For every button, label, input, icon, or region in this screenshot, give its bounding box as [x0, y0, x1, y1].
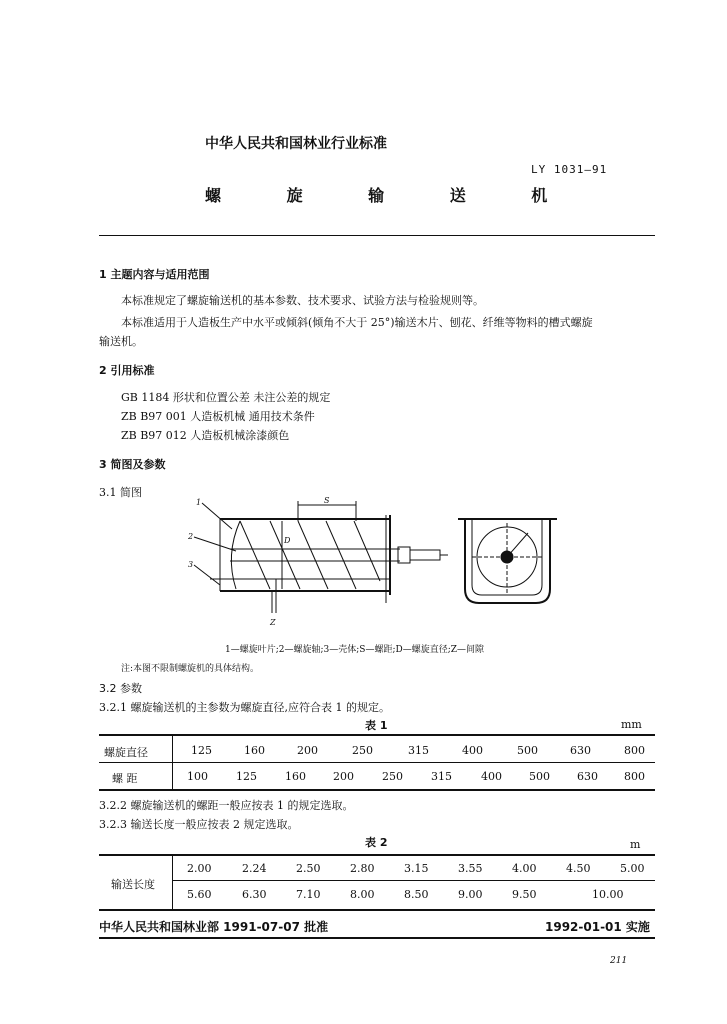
table-cell: 2.80	[350, 862, 375, 875]
table-cell: 5.00	[620, 862, 645, 875]
table-2-vrule	[172, 854, 173, 909]
table-cell: 500	[529, 770, 550, 783]
table-1-unit: mm	[621, 718, 642, 731]
diagram-legend: 1—螺旋叶片;2—螺旋轴;3—壳体;S—螺距;D—螺旋直径;Z—间隙	[225, 645, 484, 655]
table-cell: 4.00	[512, 862, 537, 875]
table-1-title: 表 1	[365, 719, 388, 732]
table-cell: 6.30	[242, 888, 267, 901]
section-3-heading: 3 简图及参数	[99, 458, 166, 471]
section-2-heading: 2 引用标准	[99, 364, 155, 377]
reference-item: ZB B97 001 人造板机械 通用技术条件	[121, 410, 315, 423]
table-cell: 315	[408, 744, 429, 757]
table-1-bottom-rule	[99, 789, 655, 791]
approval-line: 中华人民共和国林业部 1991-07-07 批准	[99, 920, 329, 934]
standard-code: LY 1031—91	[531, 163, 608, 176]
diagram-label-3: 3	[188, 560, 194, 569]
section-3-2-3-text: 3.2.3 输送长度一般应按表 2 规定选取。	[99, 818, 299, 831]
table-cell: 7.10	[296, 888, 321, 901]
reference-item: GB 1184 形状和位置公差 未注公差的规定	[121, 391, 331, 404]
table-cell: 100	[187, 770, 208, 783]
section-3-2-heading: 3.2 参数	[99, 682, 142, 695]
section-3-2-2-text: 3.2.2 螺旋输送机的螺距一般应按表 1 的规定选取。	[99, 799, 354, 812]
table-2-top-rule	[99, 854, 655, 856]
table-2-unit: m	[630, 838, 641, 851]
table-cell: 9.00	[458, 888, 483, 901]
table-2-title: 表 2	[365, 836, 388, 849]
page-number: 211	[610, 956, 628, 966]
section-1-paragraph-2: 本标准适用于人造板生产中水平或倾斜(倾角不大于 25°)输送木片、刨花、纤维等物料的槽式螺旋	[121, 316, 593, 329]
table-cell: 630	[570, 744, 591, 757]
section-1-paragraph-2-cont: 输送机。	[99, 335, 143, 348]
table-cell: 630	[577, 770, 598, 783]
table-cell: 250	[352, 744, 373, 757]
table-cell: 10.00	[592, 888, 624, 901]
section-3-2-1-text: 3.2.1 螺旋输送机的主参数为螺旋直径,应符合表 1 的规定。	[99, 701, 390, 714]
table-cell: 2.24	[242, 862, 267, 875]
table-cell: 125	[236, 770, 257, 783]
screw-conveyor-diagram	[180, 495, 560, 635]
diagram-note: 注:本图不限制螺旋机的具体结构。	[121, 664, 260, 674]
table-1-mid-rule	[99, 762, 655, 763]
table-cell: 400	[462, 744, 483, 757]
table-cell: 160	[285, 770, 306, 783]
section-1-heading: 1 主题内容与适用范围	[99, 268, 210, 281]
table-1-vrule	[172, 734, 173, 790]
table-cell: 160	[244, 744, 265, 757]
table-cell: 5.60	[187, 888, 212, 901]
table-1-top-rule	[99, 734, 655, 736]
diagram-label-1: 1	[196, 498, 202, 507]
table-cell: 8.50	[404, 888, 429, 901]
diagram-label-s: S	[324, 496, 330, 505]
table-cell: 125	[191, 744, 212, 757]
table-cell: 3.15	[404, 862, 429, 875]
table-cell: 800	[624, 770, 645, 783]
table-cell: 250	[382, 770, 403, 783]
table-cell: 8.00	[350, 888, 375, 901]
table-1-row-1-label: 螺旋直径	[104, 746, 148, 759]
table-cell: 800	[624, 744, 645, 757]
table-cell: 3.55	[458, 862, 483, 875]
reference-item: ZB B97 012 人造板机械涂漆颜色	[121, 429, 290, 442]
table-2-label: 输送长度	[111, 878, 155, 891]
table-cell: 9.50	[512, 888, 537, 901]
footer-rule	[99, 937, 655, 939]
table-cell: 4.50	[566, 862, 591, 875]
diagram-label-z: Z	[270, 618, 276, 627]
table-cell: 200	[333, 770, 354, 783]
document-title: 螺 旋 输 送 机	[205, 186, 578, 205]
table-cell: 315	[431, 770, 452, 783]
table-2-mid-rule	[172, 880, 655, 881]
table-1-row-2-label: 螺 距	[112, 772, 138, 785]
header-rule	[99, 235, 655, 236]
diagram-label-d: D	[284, 536, 291, 545]
effective-date: 1992-01-01 实施	[545, 920, 650, 934]
table-2-bottom-rule	[99, 909, 655, 911]
diagram-label-2: 2	[188, 532, 194, 541]
section-1-paragraph-1: 本标准规定了螺旋输送机的基本参数、技术要求、试验方法与检验规则等。	[121, 294, 484, 307]
table-cell: 200	[297, 744, 318, 757]
table-cell: 2.50	[296, 862, 321, 875]
section-3-1-heading: 3.1 简图	[99, 486, 142, 499]
standard-org-title: 中华人民共和国林业行业标准	[205, 136, 387, 152]
table-cell: 2.00	[187, 862, 212, 875]
table-cell: 500	[517, 744, 538, 757]
table-cell: 400	[481, 770, 502, 783]
